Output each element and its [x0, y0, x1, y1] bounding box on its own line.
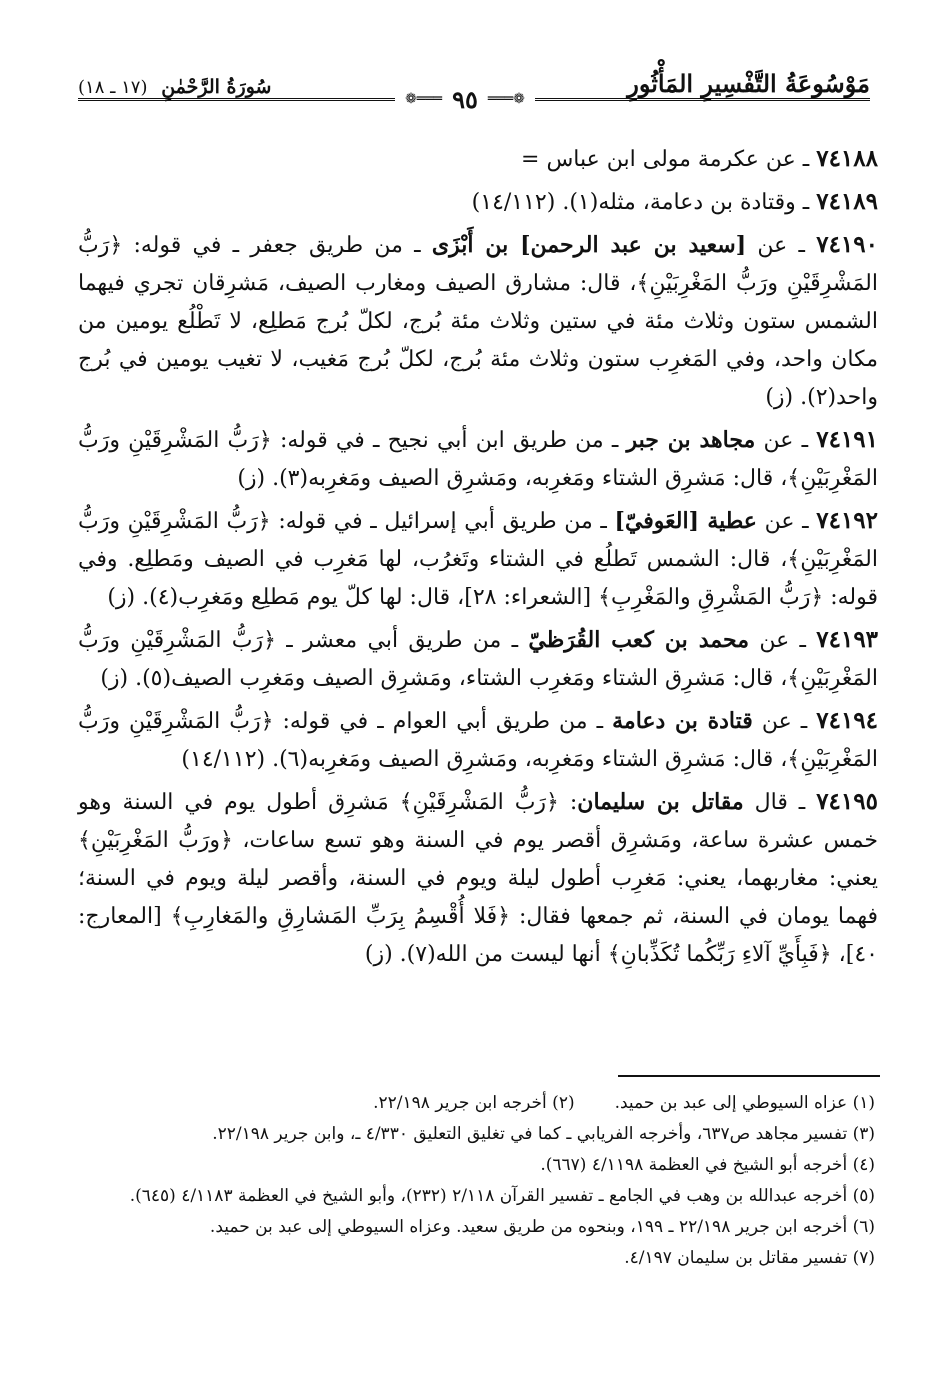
entry-number: ٧٤١٩٣	[816, 626, 879, 653]
ornament-icon: ═══❁	[487, 91, 525, 107]
footnote-5: (٥) أخرجه عبدالله بن وهب في الجامع ـ تفسير القرآن ٢/١١٨ (٢٣٢)، وأبو الشيخ في العظمة ٤/١١٨٣ (٦٤٥).	[129, 1186, 875, 1206]
entry-prefix: ـ عن	[764, 509, 809, 534]
entry-prefix: ـ عن	[761, 709, 808, 734]
main-text	[78, 140, 878, 978]
entry-text: ـ وقتادة بن دعامة، مثله(١). (١٤/١١٢)	[471, 190, 810, 215]
entry-prefix: ـ عن	[759, 628, 806, 653]
footnote-3: (٣) تفسير مجاهد ص٦٣٧، وأخرجه الفريابي ـ كما في تغليق التعليق ٤/٣٣٠ ـ، وابن جرير ٢٢/١٩٨.	[212, 1124, 875, 1144]
entry-text: ـ من طريق ابن أبي نجيح ـ في قوله: ﴿رَبُّ المَشْرِقَيْنِ ورَبُّ المَغْرِبَيْنِ﴾، قال: مَشرِق الشتاء ومَغرِبه، ومَشرِق الصيف ومَغرِبه(٣). (ز)	[78, 428, 878, 491]
page-number: ٩٥	[452, 84, 478, 114]
footnotes	[90, 1088, 875, 1274]
narrator-name: قتادة بن دعامة	[612, 708, 753, 734]
entry-74192	[78, 502, 878, 617]
entry-74189	[78, 183, 878, 222]
entry-text: : ﴿رَبُّ المَشْرِقَيْنِ﴾ مَشرِق أطول يوم في السنة وهو خمس عشرة ساعة، ومَشرِق أقصر يوم في السنة وهو تسع ساعات، ﴿ورَبُّ المَغْرِبَيْنِ﴾ يعني: مغاربهما، يعني: مَغرِب أطول ليلة ويوم في السنة، وأقصر ليلة ويوم في السنة؛ فهما يومان في السنة، ثم جمعها فقال: ﴿فَلا أُقْسِمُ بِرَبِّ المَشارِقِ والمَغارِبِ﴾ [المعارج: ٤٠]، ﴿فَبِأَيِّ آلاءِ رَبِّكُما تُكَذِّبانِ﴾ أنها ليست من الله(٧). (ز)	[78, 790, 878, 967]
footnote-4: (٤) أخرجه أبو الشيخ في العظمة ٤/١١٩٨ (٦٦٧).	[540, 1155, 875, 1175]
entry-74193	[78, 621, 878, 698]
entry-number: ٧٤١٨٨	[816, 145, 878, 172]
entry-text: ـ من طريق أبي العوام ـ في قوله: ﴿رَبُّ المَشْرِقَيْنِ ورَبُّ المَغْرِبَيْنِ﴾، قال: مَشرِق الشتاء ومَغرِبه، ومَشرِق الصيف ومَغرِبه(٦). (١٤/١١٢)	[78, 709, 878, 772]
entry-prefix: ـ عن	[757, 233, 805, 258]
narrator-name: عطية [العَوفيّ]	[614, 508, 757, 534]
verse-range: (١٧ ـ ١٨)	[78, 77, 148, 98]
entry-text: ـ من طريق أبي إسرائيل ـ في قوله: ﴿رَبُّ المَشْرِقَيْنِ ورَبُّ المَغْرِبَيْنِ﴾، قال: الشمس تَطلُع في الشتاء وتَغرُب، لها مَغرِب في الصيف ومَطلِع. وفي قوله: ﴿رَبُّ المَشْرِقِ والمَغْرِبِ﴾ [الشعراء: ٢٨]، قال: لها كلّ يوم مَطلِع ومَغرِب(٤). (ز)	[78, 509, 878, 610]
entry-number: ٧٤١٩٤	[816, 707, 879, 734]
entry-74195	[78, 783, 878, 974]
surah-name: سُورَةُ الرَّحْمٰنِ	[161, 76, 272, 98]
narrator-name: مقاتل بن سليمان	[577, 789, 744, 815]
entry-prefix: ـ عن	[763, 428, 809, 453]
narrator-name: [سعيد بن عبد الرحمن] بن أَبْزَى	[431, 232, 747, 258]
entry-text: ـ عن عكرمة مولى ابن عباس =	[521, 147, 810, 172]
footnote-row	[90, 1088, 875, 1119]
surah-reference	[78, 76, 271, 98]
entry-number: ٧٤١٩٥	[816, 788, 878, 815]
narrator-name: مجاهد بن جبر	[626, 427, 756, 453]
entry-74191	[78, 421, 878, 498]
narrator-name: محمد بن كعب القُرَظيّ	[528, 627, 750, 653]
footnote-separator	[618, 1075, 880, 1077]
entry-74188	[78, 140, 878, 179]
entry-number: ٧٤١٩٠	[816, 231, 878, 258]
entry-number: ٧٤١٩٢	[816, 507, 879, 534]
footnote-7: (٧) تفسير مقاتل بن سليمان ٤/١٩٧.	[624, 1248, 875, 1268]
book-title: مَوْسُوعَةُ التَّفْسِيرِ المَأْثُورِ	[627, 69, 870, 98]
footnote-2: (٢) أخرجه ابن جرير ٢٢/١٩٨.	[373, 1093, 575, 1113]
entry-number: ٧٤١٨٩	[816, 188, 878, 215]
footnote-1: (١) عزاه السيوطي إلى عبد بن حميد.	[614, 1093, 875, 1113]
entry-prefix: ـ قال	[754, 790, 806, 815]
footnote-6: (٦) أخرجه ابن جرير ٢٢/١٩٨ ـ ١٩٩، وبنحوه من طريق سعيد. وعزاه السيوطي إلى عبد بن حميد.	[209, 1217, 875, 1237]
page-number-box	[395, 86, 535, 112]
ornament-icon: ❁═══	[405, 91, 443, 107]
entry-74194	[78, 702, 878, 779]
entry-text: ـ من طريق جعفر ـ في قوله: ﴿رَبُّ المَشْرِقَيْنِ ورَبُّ المَغْرِبَيْنِ﴾، قال: مشارق الصيف ومغارب الصيف، مَشرِقان تجري فيهما الشمس ستون وثلاث مئة في ستين وثلاث مئة بُرج، لكلّ بُرج مَطلِع، لا تَطْلُع يومين من مكان واحد، وفي المَغرِب ستون وثلاث مئة بُرج، لكلّ بُرج مَغيب، لا تغيب يومين في بُرج واحد(٢). (ز)	[78, 233, 878, 410]
entry-74190	[78, 226, 878, 417]
entry-text: ـ من طريق أبي معشر ـ ﴿رَبُّ المَشْرِقَيْنِ ورَبُّ المَغْرِبَيْنِ﴾، قال: مَشرِق الشتاء ومَغرِب الشتاء، ومَشرِق الصيف ومَغرِب الصيف(٥). (ز)	[78, 628, 878, 691]
entry-number: ٧٤١٩١	[816, 426, 878, 453]
